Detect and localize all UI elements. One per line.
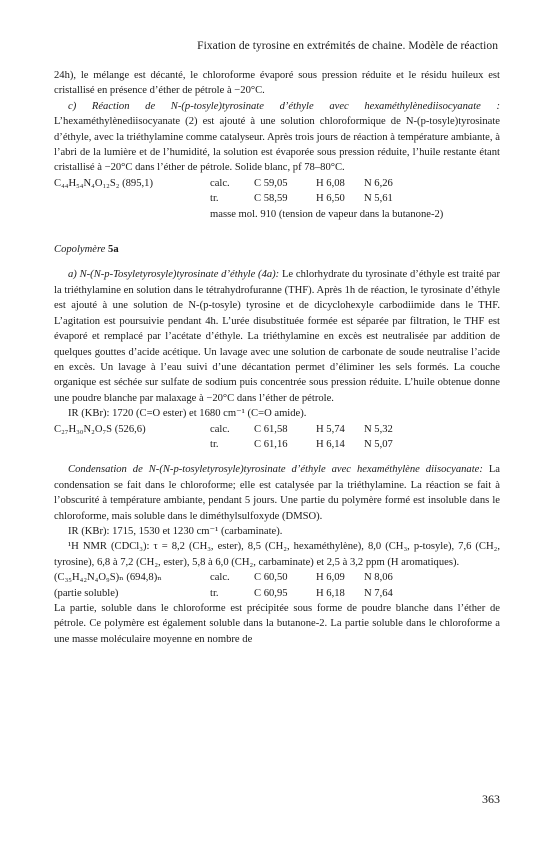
paragraph-continuation: 24h), le mélange est décanté, le chloroforme évaporé sous pression réduite et le résidu huileux est cristallisé en présence d’éther de pétrole à −20°C. [54,70,500,97]
paragraph-synthesis-a-text: Le chlorhydrate du tyrosinate d’éthyle est traité par la triéthylamine en solution dans le tétrahydrofuranne (THF). Après 1h de réaction, le tyrosinate d’éthyle est ajouté à une solution de N-(p-tosyle) tyrosine et de dicyclohexyle carbodiimide dans le THF. L’agitation est poursuivie pendant 4h. L’urée disubstituée formée est séparée par filtration, le THF est évaporé et remplacé par l’acétate d’éthyle. La triéthylamine en excès est neutralisée par addition de quelques gouttes d’acide acétique. Un lavage avec une solution de carbonate de soude neutralise l’acide en excès. Un lavage à l’eau suivi d’une décantation permet d’éliminer les sels formés. La couche organique est séchée sur sulfate de sodium puis concentrée sous pression réduite. L’huile obtenue donne une poudre blanche par malaxage à −20°C dans l’éther de pétrole. [54,269,500,404]
analysis-2-found-n: N 5,07 [364,438,393,450]
section-label: 5a [108,244,119,256]
paragraph-condensation-text: La condensation se fait dans le chloroforme; elle est catalysée par la triéthylamine. La réaction se fait à l’obscurité à température ambiante, pendant 5 jours. Une partie du polymère formé est insoluble dans le chloroforme, mais soluble dans le diméthylsulfoxyde (DMSO). [54,464,500,522]
elemental-analysis-1 [54,176,500,222]
analysis-1-found-label: tr. [210,193,219,205]
analysis-3-calc-label: calc. [210,572,230,584]
paragraph-reaction-c-text: L’hexaméthylènediisocyanate (2) est ajouté à une solution chloroformique de N-(p-tosyle)tyrosinate d’éthyle, avec la triéthylamine comme catalyseur. Après trois jours de réaction à température ambiante, à l’abri de la lumière et de l’humidité, la solution est évaporée sous pression réduite, l’huile restante étant cristallisé à −20°C dans l’éther de pétrole. Solide blanc, pf 78–80°C. [54,116,500,174]
analysis-1-calc-label: calc. [210,177,230,189]
page-body [54,68,500,647]
page-number: 363 [482,792,500,806]
analysis-3-calc-h: H 6,09 [316,572,345,584]
paragraph-reaction-c [54,99,500,176]
nmr-spectrum: ¹H NMR (CDCl₃): τ = 8,2 (CH₃, ester), 8,5 (CH₂, hexaméthylène), 8,0 (CH₃, p-tosyle), 7,6 (CH₂, tyrosine), 6,8 à 7,2 (CH₂, ester), 5,8 à 6,0 (CH₂, carbaminate) et 2,5 à 3,2 ppm (H aromatiques). [54,541,500,568]
paragraph-condensation [54,462,500,524]
ir-spectrum-1: IR (KBr): 1720 (C=O ester) et 1680 cm⁻¹ (C=O amide). [68,408,307,420]
analysis-1-found-h: H 6,50 [316,193,345,205]
analysis-2-found-h: H 6,14 [316,438,345,450]
analysis-3-found-label: tr. [210,587,219,599]
section-title: Copolymère [54,244,106,256]
analysis-2-found-c: C 61,16 [254,438,288,450]
analysis-2-calc-n: N 5,32 [364,423,393,435]
analysis-1-found-c: C 58,59 [254,193,288,205]
analysis-3-formula: (C₃₅H₄₂N₄O₉S)ₙ (694,8)ₙ [54,572,162,584]
analysis-3-formula-note: (partie soluble) [54,587,119,599]
analysis-2-formula: C₂₇H₃₀N₂O₇S (526,6) [54,423,146,435]
analysis-2-calc-h: H 5,74 [316,423,345,435]
elemental-analysis-2 [54,422,500,453]
analysis-3-calc-n: N 8,06 [364,572,393,584]
analysis-1-calc-c: C 59,05 [254,177,288,189]
analysis-2-found-label: tr. [210,438,219,450]
paragraph-condensation-title: Condensation de N-(N-p-tosyletyrosyle)tyrosinate d’éthyle avec hexaméthylène diisocyanate: [68,464,483,476]
analysis-2-calc-c: C 61,58 [254,423,288,435]
paragraph-synthesis-a-title: a) N-(N-p-Tosyletyrosyle)tyrosinate d’éthyle (4a): [68,269,280,281]
analysis-3-found-c: C 60,95 [254,587,288,599]
elemental-analysis-3 [54,570,500,601]
ir-spectrum-2: IR (KBr): 1715, 1530 et 1230 cm⁻¹ (carbaminate). [68,525,283,537]
analysis-1-calc-n: N 6,26 [364,177,393,189]
analysis-3-found-h: H 6,18 [316,587,345,599]
analysis-1-found-n: N 5,61 [364,193,393,205]
analysis-1-formula: C₄₄H₅₄N₄O₁₂S₂ (895,1) [54,177,153,189]
analysis-3-calc-c: C 60,50 [254,572,288,584]
paragraph-final: La partie, soluble dans le chloroforme est précipitée sous forme de poudre blanche dans l’éther de pétrole. Ce polymère est également soluble dans la butanone-2. La partie soluble dans le chloroforme a une masse moléculaire moyenne en nombre de [54,603,500,645]
analysis-1-mass: masse mol. 910 (tension de vapeur dans la butanone-2) [210,208,444,220]
analysis-1-calc-h: H 6,08 [316,177,345,189]
running-header: Fixation de tyrosine en extrémités de chaine. Modèle de réaction [197,40,498,52]
section-heading [54,242,500,257]
analysis-2-calc-label: calc. [210,423,230,435]
paragraph-synthesis-a [54,267,500,406]
paragraph-reaction-c-title: c) Réaction de N-(p-tosyle)tyrosinate d’éthyle avec hexaméthylènediisocyanate : [68,100,500,112]
analysis-3-found-n: N 7,64 [364,587,393,599]
